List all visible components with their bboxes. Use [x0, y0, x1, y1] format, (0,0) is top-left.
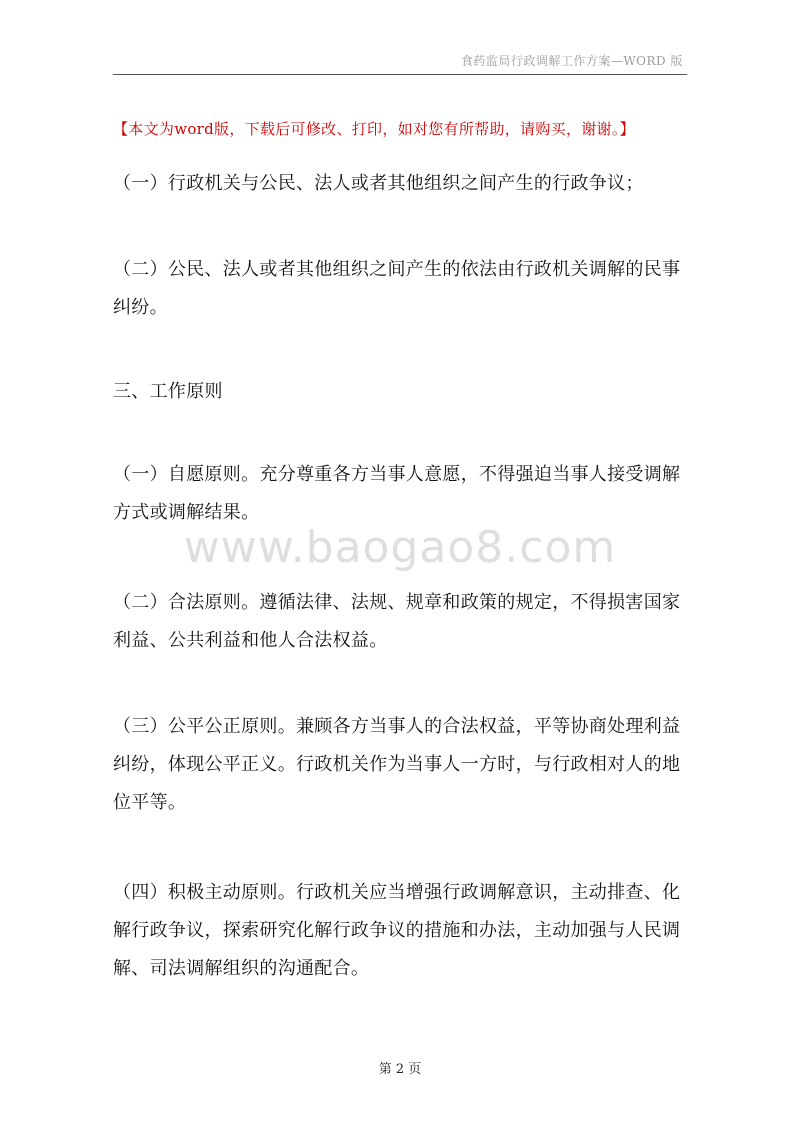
- paragraph-proactive-principle: （四）积极主动原则。行政机关应当增强行政调解意识，主动排查、化解行政争议，探索研究化解行政争议的措施和办法，主动加强与人民调解、司法调解组织的沟通配合。: [113, 882, 681, 979]
- purchase-notice: 【本文为word版，下载后可修改、打印，如对您有所帮助，请购买，谢谢。】: [113, 120, 635, 138]
- paragraph-legal-principle: （二）合法原则。遵循法律、法规、规章和政策的规定，不得损害国家利益、公共利益和他人合法权益。: [113, 592, 681, 651]
- paragraph-fairness-principle: （三）公平公正原则。兼顾各方当事人的合法权益，平等协商处理利益纠纷，体现公平正义。行政机关作为当事人一方时，与行政相对人的地位平等。: [113, 716, 681, 813]
- page-number: 第 2 页: [378, 1062, 422, 1077]
- watermark: www.baogao8.com: [183, 522, 617, 573]
- paragraph-dispute-type-1: （一）行政机关与公民、法人或者其他组织之间产生的行政争议；: [113, 173, 644, 194]
- document-header-title: 食药监局行政调解工作方案—WORD 版: [460, 54, 683, 68]
- paragraph-dispute-type-2: （二）公民、法人或者其他组织之间产生的依法由行政机关调解的民事纠纷。: [113, 259, 681, 318]
- section-heading-principles: 三、工作原则: [113, 381, 223, 402]
- paragraph-voluntary-principle: （一）自愿原则。充分尊重各方当事人意愿，不得强迫当事人接受调解方式或调解结果。: [113, 464, 681, 523]
- header-divider: [113, 74, 687, 75]
